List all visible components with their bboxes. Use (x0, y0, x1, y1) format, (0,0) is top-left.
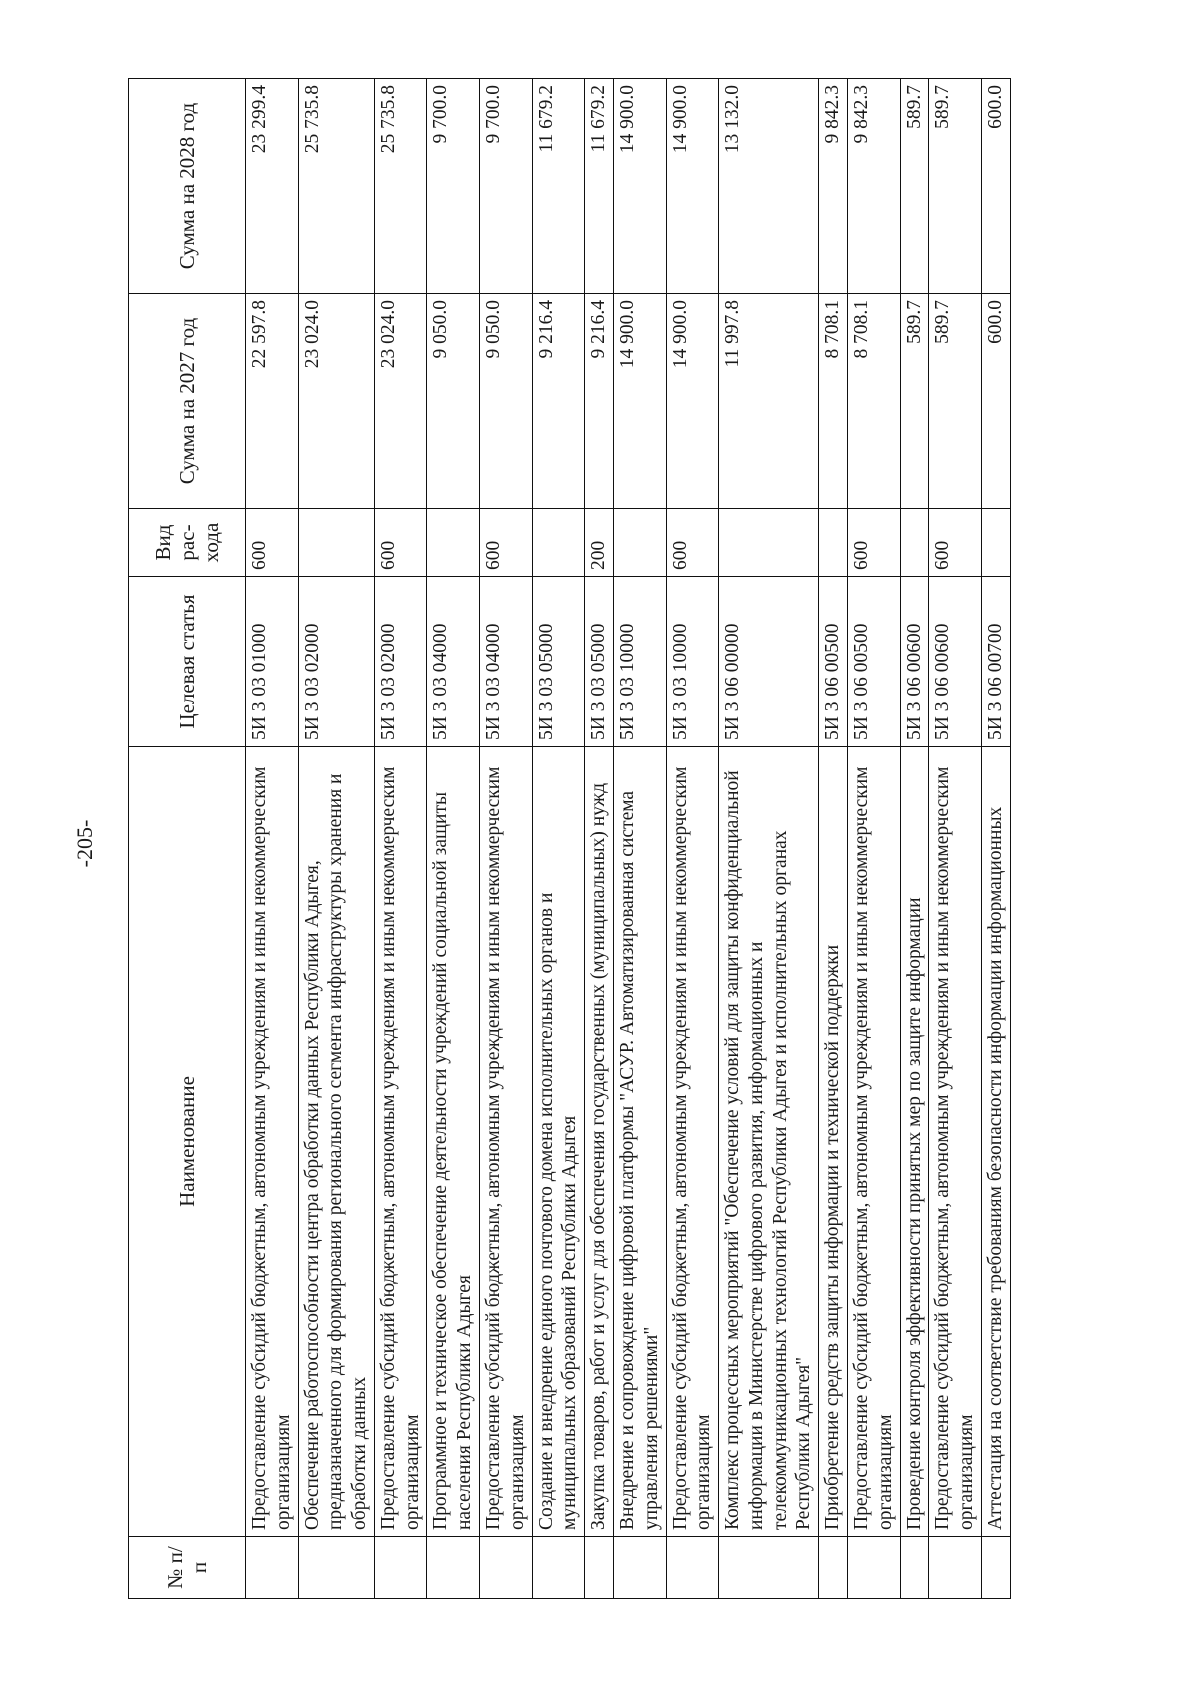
table-row (374, 79, 427, 1599)
row-name: Внедрение и сопровождение цифровой платформы "АСУР. Автоматизированная система управления решениями" (613, 747, 666, 1537)
row-sum-2027: 14 900.0 (613, 294, 666, 509)
row-num (298, 1537, 374, 1599)
row-sum-2027: 589.7 (929, 294, 982, 509)
row-sum-2027: 9 216.4 (532, 294, 585, 509)
row-sum-2028: 11 679.2 (532, 79, 585, 294)
row-name: Предоставление субсидий бюджетным, автономным учреждениям и иным некоммерческим организациям (246, 747, 299, 1537)
header-article: Целевая статья (129, 577, 246, 747)
row-sum-2027: 600.0 (981, 294, 1010, 509)
row-name: Предоставление субсидий бюджетным, автономным учреждениям и иным некоммерческим организациям (666, 747, 719, 1537)
row-article: 5И 3 03 04000 (427, 577, 480, 747)
header-2028: Сумма на 2028 год (129, 79, 246, 294)
row-name: Предоставление субсидий бюджетным, автономным учреждениям и иным некоммерческим организациям (929, 747, 982, 1537)
row-name: Программное и техническое обеспечение деятельности учреждений социальной защиты населения Республики Адыгея (427, 747, 480, 1537)
row-kind: 600 (666, 509, 719, 577)
page-number: -205- (72, 819, 97, 868)
row-sum-2027: 23 024.0 (298, 294, 374, 509)
row-num (246, 1537, 299, 1599)
row-kind: 600 (374, 509, 427, 577)
row-kind (900, 509, 929, 577)
row-kind: 200 (585, 509, 614, 577)
table-row (981, 79, 1010, 1599)
row-num (585, 1537, 614, 1599)
row-sum-2028: 9 842.3 (819, 79, 848, 294)
row-article: 5И 3 03 01000 (246, 577, 299, 747)
row-sum-2028: 9 700.0 (480, 79, 533, 294)
row-kind (981, 509, 1010, 577)
row-name: Закупка товаров, работ и услуг для обеспечения государственных (муниципальных) нужд (585, 747, 614, 1537)
row-num (900, 1537, 929, 1599)
row-sum-2027: 11 997.8 (719, 294, 819, 509)
table-header-row (129, 79, 246, 1599)
row-num (929, 1537, 982, 1599)
row-kind (298, 509, 374, 577)
row-sum-2028: 600.0 (981, 79, 1010, 294)
row-sum-2027: 8 708.1 (819, 294, 848, 509)
row-kind: 600 (246, 509, 299, 577)
header-2027: Сумма на 2027 год (129, 294, 246, 509)
row-sum-2027: 23 024.0 (374, 294, 427, 509)
row-sum-2028: 9 842.3 (847, 79, 900, 294)
row-num (427, 1537, 480, 1599)
header-name: Наименование (129, 747, 246, 1537)
row-article: 5И 3 06 00500 (819, 577, 848, 747)
row-sum-2028: 23 299.4 (246, 79, 299, 294)
budget-table (128, 78, 1011, 1599)
table-row (666, 79, 719, 1599)
row-sum-2028: 25 735.8 (374, 79, 427, 294)
row-sum-2028: 589.7 (929, 79, 982, 294)
row-sum-2027: 22 597.8 (246, 294, 299, 509)
row-name: Предоставление субсидий бюджетным, автономным учреждениям и иным некоммерческим организациям (374, 747, 427, 1537)
row-article: 5И 3 03 05000 (532, 577, 585, 747)
row-name: Обеспечение работоспособности центра обработки данных Республики Адыгея, предназначенного для формирования регионального сегмента инфраструктуры хранения и обработки данных (298, 747, 374, 1537)
row-kind (427, 509, 480, 577)
row-name: Создание и внедрение единого почтового домена исполнительных органов и муниципальных образований Республики Адыгея (532, 747, 585, 1537)
table-row (246, 79, 299, 1599)
row-article: 5И 3 06 00500 (847, 577, 900, 747)
row-name: Комплекс процессных мероприятий "Обеспечение условий для защиты конфиденциальной информации в Министерстве цифрового развития, информационных и телекоммуникационных технологий Республики Адыгея и исполнительных органах Республики Адыгея" (719, 747, 819, 1537)
row-sum-2027: 589.7 (900, 294, 929, 509)
row-article: 5И 3 06 00000 (719, 577, 819, 747)
row-kind (819, 509, 848, 577)
row-article: 5И 3 06 00600 (929, 577, 982, 747)
row-num (819, 1537, 848, 1599)
row-article: 5И 3 06 00600 (900, 577, 929, 747)
row-article: 5И 3 03 05000 (585, 577, 614, 747)
row-num (847, 1537, 900, 1599)
row-kind: 600 (929, 509, 982, 577)
row-name: Аттестация на соответствие требованиям безопасности информации информационных (981, 747, 1010, 1537)
table-row (819, 79, 848, 1599)
table-row (427, 79, 480, 1599)
table-row (298, 79, 374, 1599)
row-name: Предоставление субсидий бюджетным, автономным учреждениям и иным некоммерческим организациям (847, 747, 900, 1537)
table-row (719, 79, 819, 1599)
row-article: 5И 3 06 00700 (981, 577, 1010, 747)
row-sum-2028: 14 900.0 (613, 79, 666, 294)
table-row (929, 79, 982, 1599)
row-article: 5И 3 03 02000 (298, 577, 374, 747)
row-sum-2027: 9 216.4 (585, 294, 614, 509)
row-name: Предоставление субсидий бюджетным, автономным учреждениям и иным некоммерческим организациям (480, 747, 533, 1537)
row-kind (719, 509, 819, 577)
row-article: 5И 3 03 10000 (666, 577, 719, 747)
header-num: № п/п (129, 1537, 246, 1599)
row-name: Приобретение средств защиты информации и технической поддержки (819, 747, 848, 1537)
row-sum-2028: 11 679.2 (585, 79, 614, 294)
row-article: 5И 3 03 02000 (374, 577, 427, 747)
row-num (532, 1537, 585, 1599)
table-row (585, 79, 614, 1599)
row-kind: 600 (480, 509, 533, 577)
row-article: 5И 3 03 04000 (480, 577, 533, 747)
row-num (613, 1537, 666, 1599)
table-row (613, 79, 666, 1599)
row-num (666, 1537, 719, 1599)
row-name: Проведение контроля эффективности принятых мер по защите информации (900, 747, 929, 1537)
table-row (900, 79, 929, 1599)
row-sum-2027: 9 050.0 (480, 294, 533, 509)
row-sum-2027: 8 708.1 (847, 294, 900, 509)
row-sum-2028: 25 735.8 (298, 79, 374, 294)
row-sum-2028: 9 700.0 (427, 79, 480, 294)
row-sum-2027: 9 050.0 (427, 294, 480, 509)
row-num (981, 1537, 1010, 1599)
row-kind: 600 (847, 509, 900, 577)
table-row (480, 79, 533, 1599)
row-article: 5И 3 03 10000 (613, 577, 666, 747)
row-sum-2028: 589.7 (900, 79, 929, 294)
row-sum-2027: 14 900.0 (666, 294, 719, 509)
row-kind (532, 509, 585, 577)
header-kind: Вид рас-хода (129, 509, 246, 577)
row-num (719, 1537, 819, 1599)
row-sum-2028: 13 132.0 (719, 79, 819, 294)
row-sum-2028: 14 900.0 (666, 79, 719, 294)
row-num (480, 1537, 533, 1599)
table-row (847, 79, 900, 1599)
table-row (532, 79, 585, 1599)
row-kind (613, 509, 666, 577)
row-num (374, 1537, 427, 1599)
